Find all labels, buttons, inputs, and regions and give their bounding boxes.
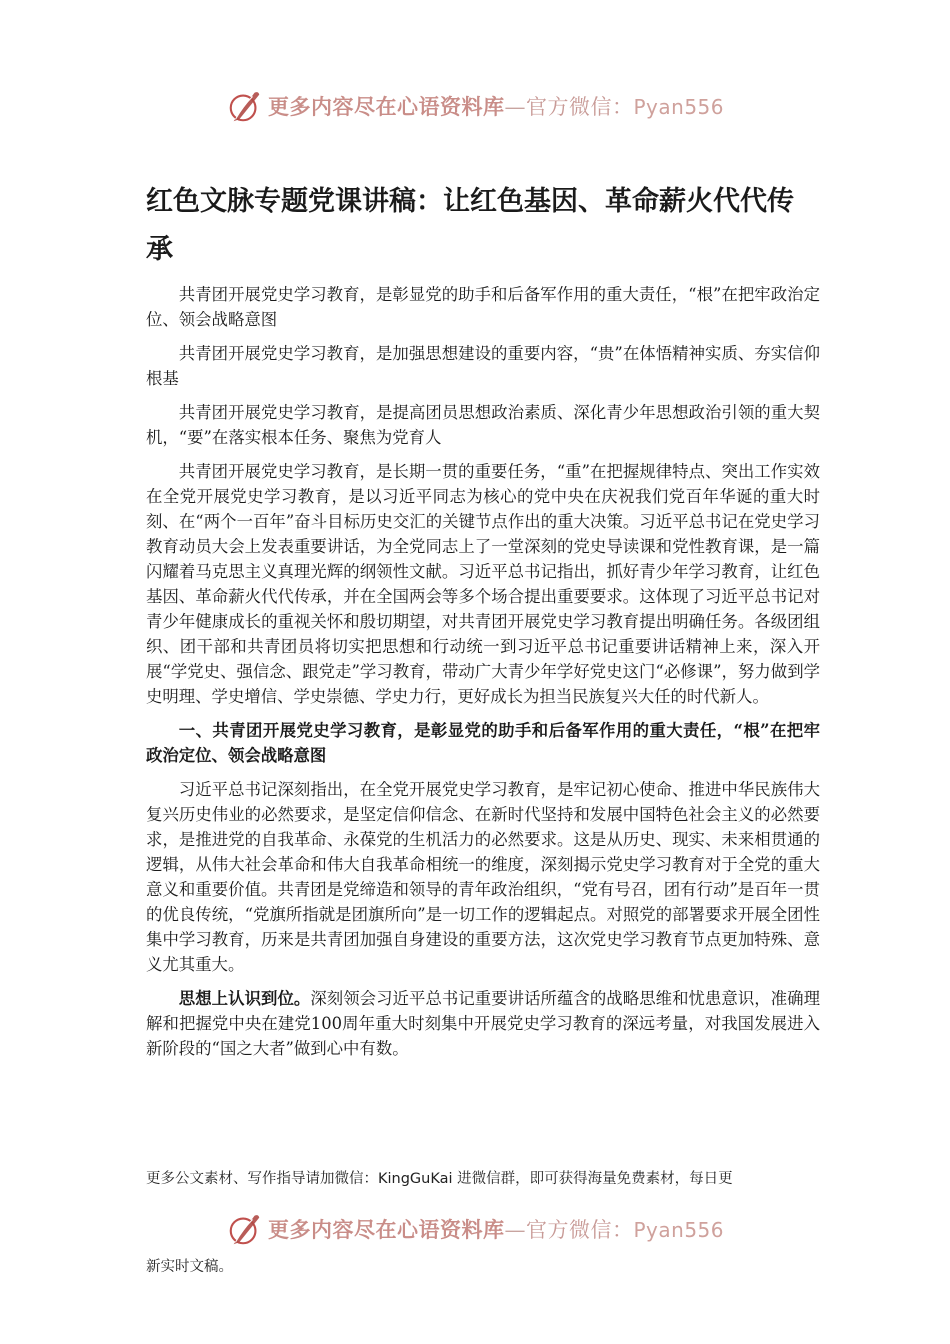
footer-note-continued: 新实时文稿。 <box>146 1259 233 1275</box>
paragraph: 共青团开展党史学习教育，是长期一贯的重要任务，“重”在把握规律特点、突出工作实效在全党开展党史学习教育，是以习近平同志为核心的党中央在庆祝我们党百年华诞的重大时刻、在“两个一百年”奋斗目标历史交汇的关键节点作出的重大决策。习近平总书记在党史学习教育动员大会上发表重要讲话，为全党同志上了一堂深刻的党史导读课和党性教育课，是一篇闪耀着马克思主义真理光辉的纲领性文献。习近平总书记指出，抓好青少年学习教育，让红色基因、革命薪火代代传承，并在全国两会等多个场合提出重要要求。这体现了习近平总书记对青少年健康成长的重视关怀和殷切期望，对共青团开展党史学习教育提出明确任务。各级团组织、团干部和共青团员将切实把思想和行动统一到习近平总书记重要讲话精神上来，深入开展“学党史、强信念、跟党走”学习教育，带动广大青少年学好党史这门“必修课”，努力做到学史明理、学史增信、学史崇德、学史力行，更好成长为担当民族复兴大任的时代新人。 <box>146 462 820 706</box>
lead-rest: 深刻领会习近平总书记重要讲话所蕴含的战略思维和忧患意识，准确理解和把握党中央在建党100周年重大时刻集中开展党史学习教育的深远考量，对我国发展进入新阶段的“国之大者”做到心中有数。 <box>146 989 821 1058</box>
paragraph: 共青团开展党史学习教育，是加强思想建设的重要内容，“贵”在体悟精神实质、夯实信仰根基 <box>146 344 820 388</box>
paragraph: 共青团开展党史学习教育，是提高团员思想政治素质、深化青少年思想政治引领的重大契机，“要”在落实根本任务、聚焦为党育人 <box>146 403 820 447</box>
lead-bold: 思想上认识到位。 <box>178 989 311 1008</box>
quill-logo-icon <box>226 1209 264 1249</box>
header-banner <box>0 84 950 128</box>
section-heading: 一、共青团开展党史学习教育，是彰显党的助手和后备军作用的重大责任，“根”在把牢政治定位、领会战略意图 <box>146 721 820 765</box>
page-title: 红色文脉专题党课讲稿：让红色基因、革命薪火代代传承 <box>146 186 794 265</box>
footer-banner <box>0 1207 950 1251</box>
banner-text: 更多内容尽在心语资料库—官方微信：Pyan556 <box>267 94 724 119</box>
banner-text: 更多内容尽在心语资料库—官方微信：Pyan556 <box>267 1217 724 1242</box>
paragraph-lead <box>146 986 820 1061</box>
paragraph: 共青团开展党史学习教育，是彰显党的助手和后备军作用的重大责任，“根”在把牢政治定位、领会战略意图 <box>146 285 820 329</box>
quill-logo-icon <box>226 86 264 126</box>
footer-note: 更多公文素材、写作指导请加微信：KingGuKai 进微信群，即可获得海量免费素材，每日更 <box>146 1171 733 1187</box>
paragraph: 习近平总书记深刻指出，在全党开展党史学习教育，是牢记初心使命、推进中华民族伟大复兴历史伟业的必然要求，是坚定信仰信念、在新时代坚持和发展中国特色社会主义的必然要求，是推进党的自我革命、永葆党的生机活力的必然要求。这是从历史、现实、未来相贯通的逻辑，从伟大社会革命和伟大自我革命相统一的维度，深刻揭示党史学习教育对于全党的重大意义和重要价值。共青团是党缔造和领导的青年政治组织，“党有号召，团有行动”是百年一贯的优良传统，“党旗所指就是团旗所向”是一切工作的逻辑起点。对照党的部署要求开展全团性集中学习教育，历来是共青团加强自身建设的重要方法，这次党史学习教育节点更加特殊、意义尤其重大。 <box>146 780 820 974</box>
document-body <box>146 282 820 1070</box>
